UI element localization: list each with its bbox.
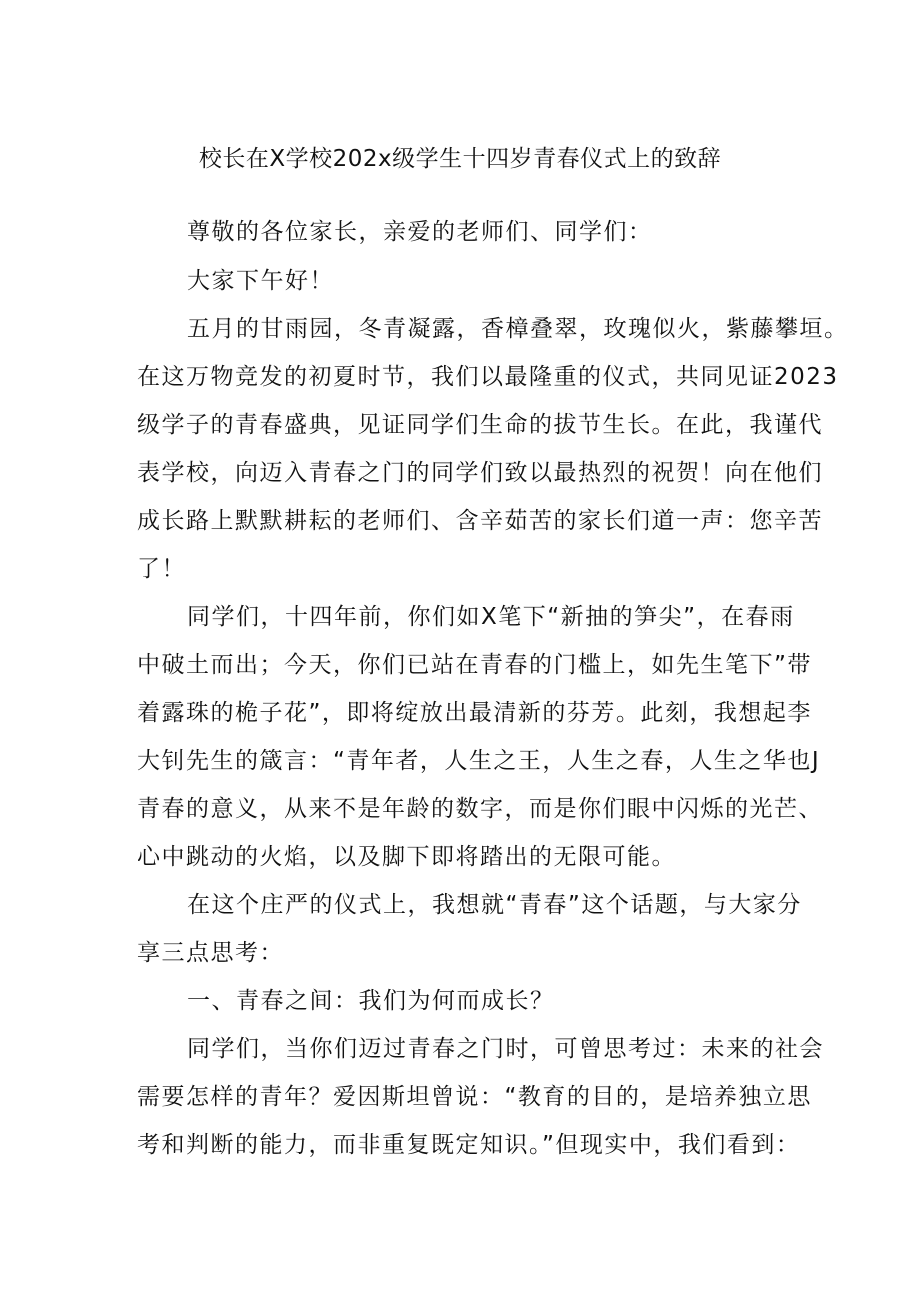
paragraph-line: 同学们，十四年前，你们如X笔下“新抽的笋尖”，在春雨 — [187, 604, 795, 630]
paragraph-line: 大钊先生的箴言：“青年者，人生之王，人生之春，人生之华也J — [137, 748, 821, 774]
salutation-line: 大家下午好！ — [187, 268, 334, 294]
document-title: 校长在X学校202x级学生十四岁青春仪式上的致辞 — [198, 146, 722, 172]
paragraph-line: 中破土而出；今天，你们已站在青春的门槛上，如先生笔下”带 — [137, 652, 812, 678]
greeting-line: 尊敬的各位家长，亲爱的老师们、同学们： — [187, 219, 653, 245]
paragraph-line: 心中跳动的火焰，以及脚下即将踏出的无限可能。 — [137, 844, 676, 870]
paragraph-line: 五月的甘雨园，冬青凝露，香樟叠翠，玫瑰似火，紫藤攀垣。 — [187, 316, 849, 342]
paragraph-line: 了！ — [137, 556, 186, 582]
paragraph-line: 享三点思考： — [137, 940, 284, 966]
paragraph-line: 着露珠的桅子花”，即将绽放出最清新的芬芳。此刻，我想起李 — [137, 700, 812, 726]
paragraph-line: 需要怎样的青年？爱因斯坦曾说：“教育的目的，是培养独立思 — [137, 1084, 812, 1110]
paragraph-line: 级学子的青春盛典，见证同学们生命的拔节生长。在此，我谨代 — [137, 412, 823, 438]
section-heading: 一、青春之间：我们为何而成长？ — [187, 988, 555, 1014]
paragraph-line: 在这个庄严的仪式上，我想就“青春”这个话题，与大家分 — [187, 892, 802, 918]
paragraph-line: 考和判断的能力，而非重复既定知识。”但现实中，我们看到： — [137, 1132, 801, 1158]
paragraph-line: 同学们，当你们迈过青春之门时，可曾思考过：未来的社会 — [187, 1036, 824, 1062]
paragraph-line: 青春的意义，从来不是年龄的数字，而是你们眼中闪烁的光芒、 — [137, 796, 823, 822]
paragraph-line: 成长路上默默耕耘的老师们、含辛茹苦的家长们道一声：您辛苦 — [137, 508, 823, 534]
paragraph-line: 在这万物竞发的初夏时节，我们以最隆重的仪式，共同见证2023 — [137, 364, 839, 390]
paragraph-line: 表学校，向迈入青春之门的同学们致以最热烈的祝贺！向在他们 — [137, 460, 823, 486]
